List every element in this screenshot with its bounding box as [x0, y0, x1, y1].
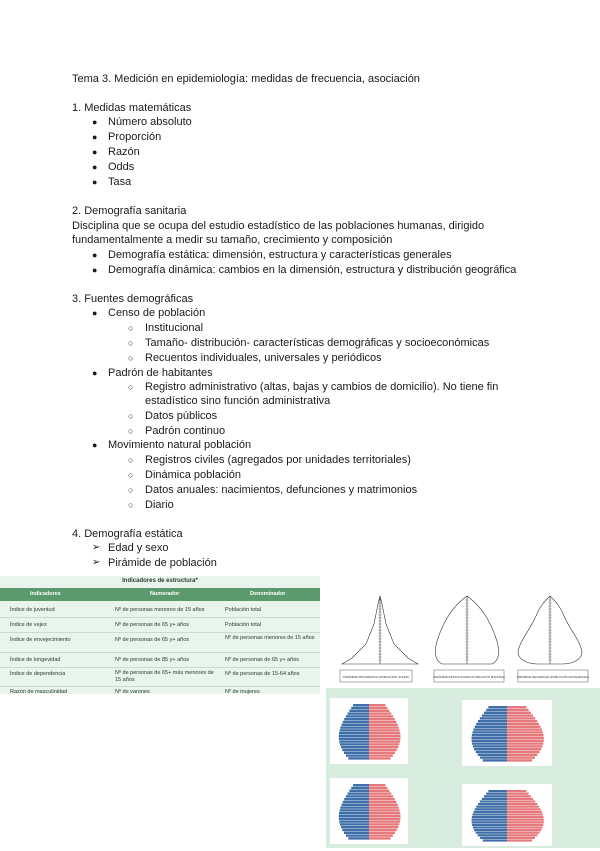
- pyramid-bar-men: [340, 726, 369, 728]
- pyramid-bar-women: [507, 826, 542, 828]
- pyramid-bar-men: [339, 818, 369, 820]
- population-pyramid-chart: [462, 784, 552, 846]
- table-cell: Nº de mujeres: [225, 689, 260, 694]
- table-cell: Índice de dependencia: [10, 671, 66, 677]
- pyramid-bar-women: [507, 726, 541, 728]
- pyramid-bar-men: [348, 757, 369, 759]
- pyramid-bar-men: [353, 704, 369, 706]
- pyramid-bar-women: [369, 806, 399, 808]
- pyramid-bar-men: [341, 724, 369, 726]
- sub-list-item: Registros civiles (agregados por unidades territoriales): [145, 454, 411, 466]
- pyramid-bar-women: [369, 815, 400, 817]
- table-row: [0, 603, 320, 618]
- list-item: Demografía estática: dimensión, estructura y características generales: [108, 249, 452, 261]
- pyramid-bar-women: [369, 726, 399, 728]
- pyramid-bar-men: [476, 806, 507, 808]
- circle-bullet-icon: ○: [128, 500, 134, 510]
- pyramid-bar-men: [343, 721, 369, 723]
- pyramid-bar-men: [346, 795, 369, 797]
- pyramid-bar-men: [488, 706, 507, 708]
- pyramid-bar-men: [346, 834, 369, 836]
- pyramid-bar-men: [473, 811, 507, 813]
- sub-list-item: Dinámica población: [145, 469, 241, 481]
- pyramid-bar-women: [507, 728, 542, 730]
- pyramid-bar-women: [369, 743, 399, 745]
- pyramid-bar-men: [344, 798, 369, 800]
- pyramid-bar-men: [339, 735, 369, 737]
- table-cell: Índice de envejecimiento: [10, 637, 71, 643]
- pyramid-bar-men: [483, 839, 507, 841]
- pyramid-bar-men: [472, 821, 507, 823]
- pyramid-tick-marks: [378, 600, 552, 660]
- circle-bullet-icon: ○: [128, 455, 134, 465]
- pyramid-bar-women: [507, 816, 544, 818]
- indicators-table: [0, 576, 320, 694]
- pyramid-bar-women: [507, 709, 529, 711]
- pyramid-bar-men: [472, 742, 507, 744]
- pyramid-bar-men: [341, 746, 369, 748]
- pyramid-bar-men: [340, 729, 369, 731]
- pyramid-bar-men: [473, 731, 507, 733]
- pyramid-bar-women: [507, 790, 526, 792]
- pyramid-bar-men: [346, 715, 369, 717]
- pyramid-bar-women: [507, 800, 535, 802]
- pyramid-bar-men: [472, 819, 507, 821]
- pyramid-bar-men: [344, 752, 369, 754]
- pyramid-bar-women: [369, 784, 386, 786]
- list-item: Razón: [108, 146, 140, 158]
- sub-list-item: Datos públicos: [145, 410, 218, 422]
- table-row: [0, 687, 320, 694]
- list-item: Tasa: [108, 176, 132, 188]
- circle-bullet-icon: ○: [128, 353, 134, 363]
- pyramid-bar-men: [472, 816, 507, 818]
- pyramid-bar-men: [475, 726, 507, 728]
- section-4-heading: 4. Demografía estática: [72, 528, 183, 540]
- pyramid-bar-men: [340, 743, 369, 745]
- pyramid-bar-men: [473, 745, 507, 747]
- arrow-bullet-icon: ➢: [92, 557, 101, 568]
- bullet-icon: ●: [92, 177, 98, 187]
- list-item: Proporción: [108, 131, 162, 143]
- list-item: Pirámide de población: [108, 557, 217, 569]
- circle-bullet-icon: ○: [128, 470, 134, 480]
- table-cell: Nº de personas menores de 15 años: [115, 607, 205, 613]
- sub-list-item: Padrón continuo: [145, 425, 226, 437]
- bullet-icon: ●: [92, 132, 98, 142]
- table-cell: Población total: [225, 622, 262, 628]
- pyramid-bar-women: [369, 801, 396, 803]
- pyramid-bar-men: [476, 723, 507, 725]
- pyramid-bar-women: [507, 824, 543, 826]
- pyramid-bar-men: [348, 792, 369, 794]
- list-item: Edad y sexo: [108, 542, 169, 554]
- pyramid-bar-women: [507, 740, 544, 742]
- pyramid-bar-women: [507, 714, 533, 716]
- pyramid-bar-men: [476, 751, 507, 753]
- section-2-heading: 2. Demografía sanitaria: [72, 205, 187, 217]
- bullet-icon: ●: [92, 440, 98, 450]
- pyramid-bar-women: [507, 737, 544, 739]
- pyramid-bar-men: [342, 749, 369, 751]
- pyramid-bar-women: [369, 812, 400, 814]
- pyramid-bar-women: [369, 710, 389, 712]
- pyramid-bar-women: [507, 717, 535, 719]
- pyramid-bar-men: [480, 837, 507, 839]
- pyramid-bar-women: [507, 795, 531, 797]
- pyramid-bar-women: [507, 832, 540, 834]
- pyramid-bar-women: [369, 834, 393, 836]
- pyramid-bar-men: [353, 784, 369, 786]
- list-item: Movimiento natural población: [108, 439, 252, 451]
- pyramid-bar-men: [480, 756, 507, 758]
- pyramid-bar-women: [369, 707, 387, 709]
- population-pyramid-chart: [330, 778, 408, 844]
- pyramid-bar-women: [507, 808, 541, 810]
- population-pyramid-svg: [462, 700, 552, 766]
- pyramid-bar-women: [369, 823, 399, 825]
- pyramid-bar-women: [507, 811, 542, 813]
- pyramid-bar-men: [484, 795, 507, 797]
- shape-label: PIRÁMIDE ESTACIONARIA (POBLACIÓN MADURA): [433, 675, 505, 679]
- circle-bullet-icon: ○: [128, 411, 134, 421]
- pyramid-bar-women: [369, 729, 400, 731]
- pyramid-bar-men: [473, 728, 507, 730]
- table-header-cell: Numerador: [150, 591, 180, 597]
- pyramid-bar-men: [474, 748, 507, 750]
- pyramid-bar-men: [340, 823, 369, 825]
- population-pyramid-svg: [462, 784, 552, 846]
- pyramid-bar-women: [369, 818, 400, 820]
- population-pyramid-chart: [330, 698, 408, 764]
- pyramid-bar-women: [369, 795, 393, 797]
- table-cell: Índice de longevidad: [10, 657, 61, 663]
- pyramid-bar-men: [344, 718, 369, 720]
- section-2-description: fundamentalmente a medir su tamaño, crecimiento y composición: [72, 234, 393, 246]
- list-item: Número absoluto: [108, 116, 192, 128]
- pyramid-bar-women: [369, 746, 398, 748]
- bullet-icon: ●: [92, 117, 98, 127]
- pyramid-bar-women: [507, 712, 531, 714]
- shape-label: PIRÁMIDE REGRESIVA (POBLACIÓN ENVEJECIDA): [516, 675, 590, 679]
- table-header: [0, 588, 320, 601]
- pyramid-bar-women: [507, 723, 539, 725]
- table-cell: Índice de juventud: [10, 607, 55, 613]
- pyramid-bar-women: [369, 704, 386, 706]
- pyramid-bar-men: [472, 824, 507, 826]
- table-cell: Nº de personas de 85 y+ años: [115, 657, 190, 663]
- pyramid-bar-men: [343, 801, 369, 803]
- pyramid-bar-men: [482, 798, 507, 800]
- pyramid-bar-women: [369, 712, 391, 714]
- table-header-cell: Indicadores: [30, 591, 61, 597]
- section-1-heading: 1. Medidas matemáticas: [72, 102, 192, 114]
- pyramid-bar-men: [340, 809, 369, 811]
- table-cell: Nº de personas de 15-64 años: [225, 671, 300, 677]
- pyramid-bar-men: [340, 806, 369, 808]
- pyramid-bar-women: [369, 826, 398, 828]
- pyramid-bar-men: [346, 754, 369, 756]
- list-item: Padrón de habitantes: [108, 367, 213, 379]
- pyramid-bar-women: [507, 748, 541, 750]
- pyramid-bar-women: [507, 821, 544, 823]
- pyramid-bar-men: [488, 790, 507, 792]
- pyramid-bar-men: [473, 826, 507, 828]
- shape-label: PIRÁMIDE PROGRESIVA (POBLACIÓN JOVEN): [343, 675, 409, 679]
- circle-bullet-icon: ○: [128, 426, 134, 436]
- pyramid-bar-men: [472, 734, 507, 736]
- pyramid-bar-women: [507, 756, 535, 758]
- pyramid-bar-women: [507, 754, 537, 756]
- bullet-icon: ●: [92, 147, 98, 157]
- pyramid-bar-women: [507, 819, 544, 821]
- list-item: Censo de población: [108, 307, 206, 319]
- bullet-icon: ●: [92, 162, 98, 172]
- circle-bullet-icon: ○: [128, 485, 134, 495]
- pyramid-bar-women: [369, 718, 395, 720]
- pyramid-bar-women: [507, 742, 543, 744]
- pyramid-bar-women: [507, 837, 535, 839]
- pyramid-bar-women: [369, 715, 393, 717]
- sub-list-item: Diario: [145, 499, 174, 511]
- table-cell: Nº de personas de 65 y+ años: [115, 622, 190, 628]
- sub-list-item-continued: estadístico sino función administrativa: [145, 395, 331, 407]
- pyramid-bar-women: [369, 832, 395, 834]
- sub-list-item: Datos anuales: nacimientos, defunciones y matrimonios: [145, 484, 418, 496]
- pyramid-bar-women: [369, 752, 395, 754]
- pyramid-bar-men: [478, 803, 507, 805]
- pyramid-bar-women: [369, 837, 390, 839]
- pyramid-bar-women: [369, 792, 391, 794]
- pyramid-bar-men: [484, 712, 507, 714]
- pyramid-bar-women: [369, 749, 397, 751]
- pyramid-bar-women: [369, 757, 390, 759]
- pyramid-bar-men: [341, 826, 369, 828]
- pyramid-bar-men: [339, 812, 369, 814]
- list-item: Demografía dinámica: cambios en la dimensión, estructura y distribución geográfica: [108, 264, 517, 276]
- population-pyramid-chart: [462, 700, 552, 766]
- pyramid-bar-women: [369, 724, 398, 726]
- section-2-description: Disciplina que se ocupa del estudio estadístico de las poblaciones humanas, dirigido: [72, 220, 485, 232]
- table-cell: Índice de vejez: [10, 622, 47, 628]
- pyramid-bar-women: [507, 803, 537, 805]
- pyramid-bar-men: [339, 740, 369, 742]
- pyramid-bar-men: [339, 820, 369, 822]
- table-cell: Nº de personas menores de 15 años: [225, 635, 315, 641]
- pyramid-bar-men: [475, 808, 507, 810]
- pyramid-bar-men: [480, 717, 507, 719]
- pyramid-bar-women: [507, 839, 532, 841]
- pyramid-bar-men: [351, 787, 369, 789]
- pyramid-bar-women: [507, 834, 537, 836]
- table-cell: Nº de personas de 65 y+ años: [115, 637, 190, 643]
- circle-bullet-icon: ○: [128, 338, 134, 348]
- pyramid-bar-women: [369, 790, 389, 792]
- pyramid-bar-men: [472, 737, 507, 739]
- table-row: [0, 618, 320, 633]
- pyramid-bar-women: [507, 798, 533, 800]
- circle-bullet-icon: ○: [128, 323, 134, 333]
- pyramid-bar-men: [478, 754, 507, 756]
- pyramid-bar-women: [369, 798, 395, 800]
- pyramid-bar-women: [369, 754, 393, 756]
- pyramid-bar-men: [473, 813, 507, 815]
- sub-list-item: Tamaño- distribución- características demográficas y socioeconómicas: [145, 337, 490, 349]
- table-cell: Nº de personas de 65+ más menores de 15 años: [115, 670, 214, 683]
- table-cell: Nº de varones: [115, 689, 150, 694]
- bullet-icon: ●: [92, 308, 98, 318]
- section-3-heading: 3. Fuentes demográficas: [72, 293, 194, 305]
- pyramid-bar-men: [348, 712, 369, 714]
- pyramid-bar-men: [482, 714, 507, 716]
- table-row: [0, 633, 320, 653]
- pyramid-bar-men: [339, 732, 369, 734]
- pyramid-bar-men: [339, 815, 369, 817]
- circle-bullet-icon: ○: [128, 382, 134, 392]
- pyramid-bar-men: [486, 793, 507, 795]
- list-item: Odds: [108, 161, 135, 173]
- pyramid-bar-women: [369, 721, 396, 723]
- pyramid-bar-men: [342, 829, 369, 831]
- pyramid-bar-women: [507, 806, 539, 808]
- pyramid-bar-men: [476, 832, 507, 834]
- sub-list-item: Institucional: [145, 322, 204, 334]
- pyramid-bar-men: [344, 832, 369, 834]
- pyramid-bar-men: [474, 829, 507, 831]
- pyramid-bar-women: [369, 809, 400, 811]
- population-pyramid-svg: [330, 698, 408, 764]
- pyramid-bar-men: [339, 738, 369, 740]
- pyramid-bar-women: [507, 745, 542, 747]
- bullet-icon: ●: [92, 250, 98, 260]
- pyramid-bar-men: [472, 740, 507, 742]
- table-title: Indicadores de estructura*: [122, 578, 198, 584]
- bullet-icon: ●: [92, 368, 98, 378]
- pyramid-bar-women: [507, 759, 532, 761]
- pyramid-bar-women: [369, 804, 398, 806]
- pyramid-bar-women: [369, 738, 400, 740]
- pyramid-bar-women: [507, 706, 526, 708]
- pyramid-bar-women: [507, 793, 529, 795]
- table-row: [0, 668, 320, 687]
- pyramid-bar-men: [348, 837, 369, 839]
- pyramid-bar-men: [486, 709, 507, 711]
- page-title: Tema 3. Medición en epidemiología: medidas de frecuencia, asociación: [72, 73, 420, 85]
- table-cell: Población total: [225, 607, 262, 613]
- pyramid-bar-women: [369, 829, 397, 831]
- pyramid-bar-men: [478, 720, 507, 722]
- sub-list-item: Registro administrativo (altas, bajas y cambios de domicilio). No tiene fin: [145, 381, 499, 393]
- sub-list-item: Recuentos individuales, universales y periódicos: [145, 352, 382, 364]
- table-cell: Razón de masculinidad: [10, 689, 68, 694]
- table-header-cell: Denominador: [250, 591, 286, 597]
- pyramid-bar-men: [478, 834, 507, 836]
- bullet-icon: ●: [92, 265, 98, 275]
- pyramid-bar-women: [507, 813, 543, 815]
- pyramid-bar-women: [369, 740, 400, 742]
- pyramid-bar-women: [369, 732, 400, 734]
- pyramid-bar-women: [369, 820, 400, 822]
- pyramid-bar-men: [351, 707, 369, 709]
- pyramid-bar-men: [349, 790, 369, 792]
- pyramid-bar-men: [480, 800, 507, 802]
- pyramid-bar-women: [507, 829, 541, 831]
- pyramid-bar-women: [507, 751, 540, 753]
- population-pyramid-svg: [330, 778, 408, 844]
- table-row: [0, 653, 320, 668]
- pyramid-bar-women: [369, 735, 400, 737]
- pyramid-bar-men: [483, 759, 507, 761]
- pyramid-bar-women: [507, 720, 537, 722]
- pyramid-bar-women: [507, 734, 544, 736]
- arrow-bullet-icon: ➢: [92, 542, 101, 553]
- pyramid-bar-men: [349, 710, 369, 712]
- pyramid-shapes-figure: [338, 594, 600, 686]
- table-cell: Nº de personas de 65 y+ años: [225, 657, 300, 663]
- pyramid-bar-women: [369, 787, 387, 789]
- pyramid-bar-women: [507, 731, 543, 733]
- pyramid-bar-men: [341, 804, 369, 806]
